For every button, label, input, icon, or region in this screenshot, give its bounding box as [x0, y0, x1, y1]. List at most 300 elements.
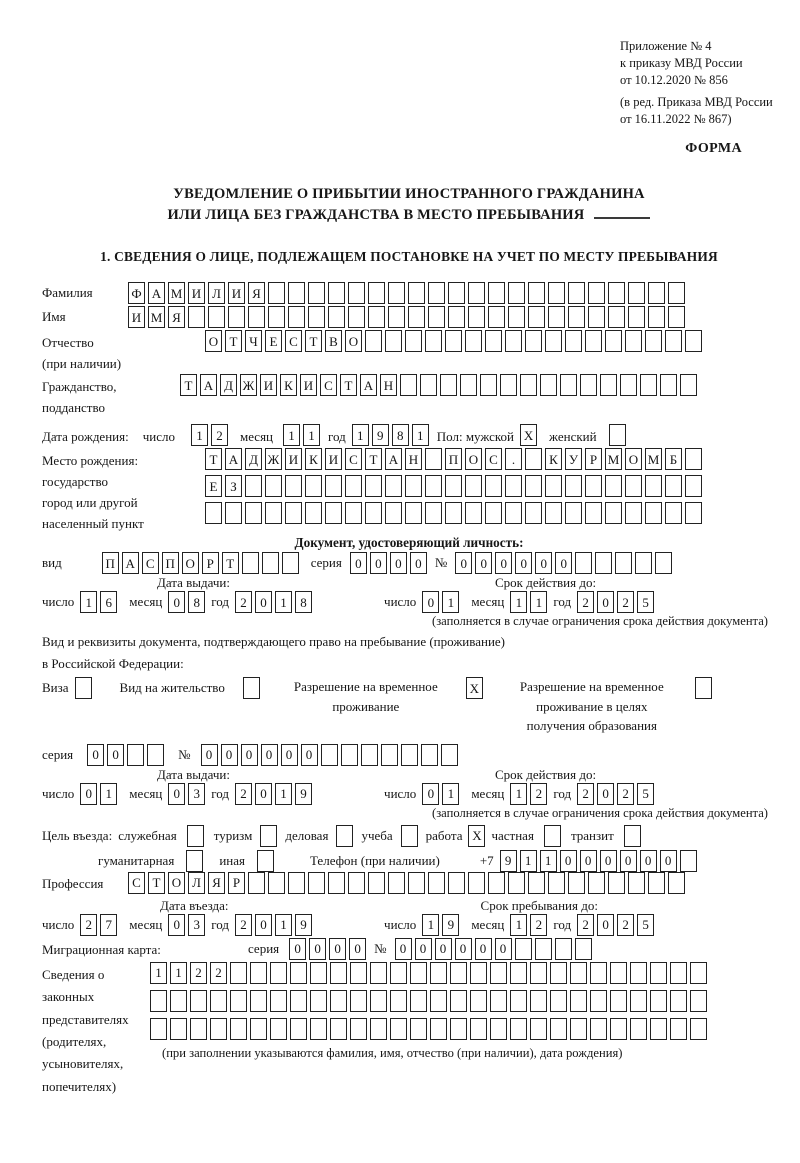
purpose-private-cell[interactable] — [544, 825, 561, 847]
char-cell[interactable] — [668, 872, 685, 894]
char-cell[interactable]: 0 — [395, 938, 412, 960]
char-cell[interactable] — [560, 374, 577, 396]
char-cell[interactable] — [440, 374, 457, 396]
char-cell[interactable] — [190, 1018, 207, 1040]
char-cell[interactable]: 9 — [500, 850, 517, 872]
char-cell[interactable] — [648, 306, 665, 328]
char-cell[interactable] — [625, 475, 642, 497]
char-cell[interactable] — [630, 962, 647, 984]
char-cell[interactable]: 0 — [410, 552, 427, 574]
char-cell[interactable] — [585, 475, 602, 497]
char-cell[interactable] — [530, 990, 547, 1012]
char-cell[interactable]: 2 — [617, 783, 634, 805]
char-cell[interactable]: 0 — [107, 744, 124, 766]
char-cell[interactable]: 2 — [577, 914, 594, 936]
char-cell[interactable] — [505, 502, 522, 524]
char-cell[interactable] — [690, 990, 707, 1012]
char-cell[interactable]: К — [280, 374, 297, 396]
char-cell[interactable] — [588, 306, 605, 328]
char-cell[interactable] — [385, 475, 402, 497]
char-cell[interactable] — [365, 330, 382, 352]
char-cell[interactable]: 1 — [150, 962, 167, 984]
char-cell[interactable] — [190, 990, 207, 1012]
char-cell[interactable] — [225, 502, 242, 524]
char-cell[interactable]: Т — [305, 330, 322, 352]
char-cell[interactable] — [565, 475, 582, 497]
char-cell[interactable] — [635, 552, 652, 574]
char-cell[interactable]: 1 — [510, 914, 527, 936]
char-cell[interactable] — [448, 872, 465, 894]
char-cell[interactable] — [208, 306, 225, 328]
char-cell[interactable] — [425, 448, 442, 470]
char-cell[interactable]: Р — [228, 872, 245, 894]
char-cell[interactable] — [685, 330, 702, 352]
char-cell[interactable]: 0 — [455, 938, 472, 960]
char-cell[interactable]: 0 — [80, 783, 97, 805]
char-cell[interactable] — [385, 330, 402, 352]
char-cell[interactable] — [270, 962, 287, 984]
char-cell[interactable]: Л — [208, 282, 225, 304]
char-cell[interactable] — [680, 374, 697, 396]
char-cell[interactable] — [268, 282, 285, 304]
visa-cell[interactable] — [75, 677, 92, 699]
char-cell[interactable] — [282, 552, 299, 574]
char-cell[interactable] — [430, 990, 447, 1012]
char-cell[interactable] — [428, 872, 445, 894]
char-cell[interactable]: К — [305, 448, 322, 470]
char-cell[interactable] — [525, 448, 542, 470]
char-cell[interactable] — [665, 502, 682, 524]
char-cell[interactable] — [465, 502, 482, 524]
char-cell[interactable]: 1 — [442, 591, 459, 613]
char-cell[interactable] — [388, 282, 405, 304]
char-cell[interactable]: 1 — [540, 850, 557, 872]
char-cell[interactable]: 0 — [255, 783, 272, 805]
char-cell[interactable] — [628, 306, 645, 328]
char-cell[interactable] — [485, 475, 502, 497]
char-cell[interactable]: 0 — [660, 850, 677, 872]
char-cell[interactable] — [490, 962, 507, 984]
char-cell[interactable]: 0 — [495, 938, 512, 960]
char-cell[interactable] — [548, 306, 565, 328]
char-cell[interactable]: 0 — [289, 938, 306, 960]
char-cell[interactable] — [230, 990, 247, 1012]
char-cell[interactable] — [330, 990, 347, 1012]
char-cell[interactable] — [528, 282, 545, 304]
char-cell[interactable]: 0 — [597, 914, 614, 936]
char-cell[interactable]: С — [142, 552, 159, 574]
char-cell[interactable] — [565, 502, 582, 524]
char-cell[interactable] — [390, 1018, 407, 1040]
char-cell[interactable] — [408, 306, 425, 328]
char-cell[interactable] — [645, 475, 662, 497]
char-cell[interactable] — [265, 502, 282, 524]
char-cell[interactable] — [570, 990, 587, 1012]
char-cell[interactable] — [428, 282, 445, 304]
char-cell[interactable]: 0 — [201, 744, 218, 766]
char-cell[interactable]: 0 — [600, 850, 617, 872]
char-cell[interactable]: А — [385, 448, 402, 470]
char-cell[interactable]: П — [162, 552, 179, 574]
char-cell[interactable] — [445, 502, 462, 524]
char-cell[interactable]: И — [128, 306, 145, 328]
char-cell[interactable] — [615, 552, 632, 574]
char-cell[interactable] — [548, 872, 565, 894]
char-cell[interactable]: 2 — [530, 783, 547, 805]
char-cell[interactable] — [388, 306, 405, 328]
char-cell[interactable] — [540, 374, 557, 396]
char-cell[interactable] — [470, 990, 487, 1012]
char-cell[interactable] — [350, 1018, 367, 1040]
char-cell[interactable] — [655, 552, 672, 574]
char-cell[interactable]: М — [168, 282, 185, 304]
char-cell[interactable] — [628, 872, 645, 894]
char-cell[interactable]: Е — [265, 330, 282, 352]
char-cell[interactable]: 0 — [87, 744, 104, 766]
char-cell[interactable] — [585, 502, 602, 524]
char-cell[interactable] — [270, 990, 287, 1012]
char-cell[interactable] — [350, 990, 367, 1012]
char-cell[interactable] — [508, 872, 525, 894]
char-cell[interactable]: 5 — [637, 591, 654, 613]
char-cell[interactable]: 0 — [349, 938, 366, 960]
char-cell[interactable] — [330, 1018, 347, 1040]
char-cell[interactable]: Р — [585, 448, 602, 470]
char-cell[interactable] — [468, 306, 485, 328]
char-cell[interactable] — [441, 744, 458, 766]
char-cell[interactable]: Д — [245, 448, 262, 470]
char-cell[interactable]: 3 — [188, 914, 205, 936]
char-cell[interactable]: 8 — [392, 424, 409, 446]
char-cell[interactable] — [648, 282, 665, 304]
char-cell[interactable] — [248, 872, 265, 894]
char-cell[interactable] — [525, 330, 542, 352]
char-cell[interactable]: М — [645, 448, 662, 470]
char-cell[interactable] — [205, 502, 222, 524]
char-cell[interactable] — [460, 374, 477, 396]
char-cell[interactable] — [608, 872, 625, 894]
char-cell[interactable] — [365, 475, 382, 497]
char-cell[interactable] — [410, 962, 427, 984]
char-cell[interactable] — [628, 282, 645, 304]
char-cell[interactable]: 0 — [495, 552, 512, 574]
char-cell[interactable]: 0 — [390, 552, 407, 574]
char-cell[interactable] — [660, 374, 677, 396]
char-cell[interactable] — [450, 962, 467, 984]
char-cell[interactable]: 0 — [620, 850, 637, 872]
char-cell[interactable]: . — [505, 448, 522, 470]
char-cell[interactable] — [428, 306, 445, 328]
char-cell[interactable] — [465, 475, 482, 497]
char-cell[interactable] — [310, 990, 327, 1012]
char-cell[interactable]: 2 — [617, 914, 634, 936]
char-cell[interactable]: К — [545, 448, 562, 470]
char-cell[interactable] — [368, 306, 385, 328]
char-cell[interactable] — [425, 330, 442, 352]
char-cell[interactable]: 0 — [422, 591, 439, 613]
char-cell[interactable]: С — [285, 330, 302, 352]
char-cell[interactable] — [630, 990, 647, 1012]
char-cell[interactable] — [365, 502, 382, 524]
char-cell[interactable] — [445, 475, 462, 497]
char-cell[interactable] — [230, 962, 247, 984]
char-cell[interactable]: П — [445, 448, 462, 470]
char-cell[interactable] — [670, 962, 687, 984]
char-cell[interactable]: А — [225, 448, 242, 470]
char-cell[interactable] — [448, 306, 465, 328]
char-cell[interactable] — [445, 330, 462, 352]
char-cell[interactable]: 0 — [168, 783, 185, 805]
char-cell[interactable] — [550, 1018, 567, 1040]
char-cell[interactable] — [528, 872, 545, 894]
char-cell[interactable]: А — [200, 374, 217, 396]
char-cell[interactable] — [488, 872, 505, 894]
char-cell[interactable] — [345, 475, 362, 497]
char-cell[interactable]: 0 — [261, 744, 278, 766]
char-cell[interactable] — [545, 330, 562, 352]
char-cell[interactable] — [242, 552, 259, 574]
char-cell[interactable]: 1 — [520, 850, 537, 872]
char-cell[interactable]: 1 — [275, 591, 292, 613]
char-cell[interactable] — [308, 306, 325, 328]
char-cell[interactable] — [680, 850, 697, 872]
char-cell[interactable]: 0 — [535, 552, 552, 574]
char-cell[interactable]: 0 — [168, 914, 185, 936]
char-cell[interactable] — [265, 475, 282, 497]
char-cell[interactable]: О — [168, 872, 185, 894]
char-cell[interactable] — [610, 990, 627, 1012]
char-cell[interactable]: Т — [148, 872, 165, 894]
char-cell[interactable] — [488, 306, 505, 328]
char-cell[interactable] — [381, 744, 398, 766]
char-cell[interactable]: 1 — [412, 424, 429, 446]
char-cell[interactable]: 0 — [435, 938, 452, 960]
char-cell[interactable]: 1 — [510, 591, 527, 613]
char-cell[interactable] — [505, 475, 522, 497]
char-cell[interactable] — [345, 502, 362, 524]
char-cell[interactable]: М — [605, 448, 622, 470]
purpose-work-cell[interactable]: X — [468, 825, 485, 847]
char-cell[interactable] — [285, 475, 302, 497]
char-cell[interactable]: Ф — [128, 282, 145, 304]
char-cell[interactable]: 1 — [191, 424, 208, 446]
char-cell[interactable] — [330, 962, 347, 984]
char-cell[interactable]: 0 — [301, 744, 318, 766]
char-cell[interactable] — [565, 330, 582, 352]
char-cell[interactable] — [545, 502, 562, 524]
char-cell[interactable] — [508, 306, 525, 328]
char-cell[interactable]: 0 — [350, 552, 367, 574]
char-cell[interactable]: И — [285, 448, 302, 470]
char-cell[interactable] — [308, 282, 325, 304]
char-cell[interactable]: А — [148, 282, 165, 304]
char-cell[interactable] — [228, 306, 245, 328]
char-cell[interactable]: Е — [205, 475, 222, 497]
char-cell[interactable]: М — [148, 306, 165, 328]
char-cell[interactable] — [608, 306, 625, 328]
char-cell[interactable] — [625, 330, 642, 352]
char-cell[interactable] — [270, 1018, 287, 1040]
char-cell[interactable] — [490, 990, 507, 1012]
char-cell[interactable]: 2 — [190, 962, 207, 984]
char-cell[interactable] — [508, 282, 525, 304]
char-cell[interactable] — [290, 990, 307, 1012]
char-cell[interactable] — [290, 962, 307, 984]
char-cell[interactable] — [370, 990, 387, 1012]
char-cell[interactable] — [285, 502, 302, 524]
char-cell[interactable] — [648, 872, 665, 894]
char-cell[interactable]: 5 — [637, 783, 654, 805]
char-cell[interactable]: О — [465, 448, 482, 470]
char-cell[interactable] — [268, 306, 285, 328]
char-cell[interactable] — [310, 1018, 327, 1040]
char-cell[interactable] — [668, 306, 685, 328]
char-cell[interactable]: 7 — [100, 914, 117, 936]
char-cell[interactable] — [605, 330, 622, 352]
char-cell[interactable]: 6 — [100, 591, 117, 613]
char-cell[interactable] — [665, 475, 682, 497]
char-cell[interactable] — [390, 962, 407, 984]
char-cell[interactable] — [321, 744, 338, 766]
char-cell[interactable] — [545, 475, 562, 497]
char-cell[interactable] — [535, 938, 552, 960]
char-cell[interactable] — [350, 962, 367, 984]
char-cell[interactable] — [588, 282, 605, 304]
char-cell[interactable] — [485, 502, 502, 524]
char-cell[interactable] — [555, 938, 572, 960]
char-cell[interactable] — [245, 502, 262, 524]
char-cell[interactable]: Ч — [245, 330, 262, 352]
char-cell[interactable]: О — [182, 552, 199, 574]
char-cell[interactable]: 1 — [422, 914, 439, 936]
char-cell[interactable]: И — [325, 448, 342, 470]
char-cell[interactable]: 2 — [211, 424, 228, 446]
char-cell[interactable] — [685, 448, 702, 470]
char-cell[interactable] — [420, 374, 437, 396]
char-cell[interactable] — [370, 962, 387, 984]
char-cell[interactable]: 2 — [235, 591, 252, 613]
char-cell[interactable] — [210, 1018, 227, 1040]
char-cell[interactable] — [248, 306, 265, 328]
char-cell[interactable] — [230, 1018, 247, 1040]
char-cell[interactable] — [585, 330, 602, 352]
char-cell[interactable]: Ж — [265, 448, 282, 470]
char-cell[interactable]: 2 — [235, 783, 252, 805]
char-cell[interactable] — [580, 374, 597, 396]
char-cell[interactable]: Т — [340, 374, 357, 396]
char-cell[interactable] — [150, 990, 167, 1012]
char-cell[interactable] — [610, 1018, 627, 1040]
char-cell[interactable] — [370, 1018, 387, 1040]
char-cell[interactable] — [520, 374, 537, 396]
char-cell[interactable] — [361, 744, 378, 766]
char-cell[interactable] — [480, 374, 497, 396]
purpose-study-cell[interactable] — [401, 825, 418, 847]
char-cell[interactable]: 1 — [510, 783, 527, 805]
char-cell[interactable]: 0 — [415, 938, 432, 960]
sex-female-cell[interactable] — [609, 424, 626, 446]
char-cell[interactable] — [388, 872, 405, 894]
char-cell[interactable]: 0 — [168, 591, 185, 613]
char-cell[interactable] — [645, 502, 662, 524]
char-cell[interactable] — [510, 990, 527, 1012]
char-cell[interactable] — [450, 990, 467, 1012]
char-cell[interactable]: 8 — [188, 591, 205, 613]
char-cell[interactable]: С — [320, 374, 337, 396]
char-cell[interactable] — [290, 1018, 307, 1040]
char-cell[interactable] — [650, 990, 667, 1012]
char-cell[interactable]: 0 — [255, 591, 272, 613]
char-cell[interactable] — [210, 990, 227, 1012]
char-cell[interactable]: Д — [220, 374, 237, 396]
char-cell[interactable]: 0 — [370, 552, 387, 574]
char-cell[interactable] — [328, 282, 345, 304]
char-cell[interactable] — [548, 282, 565, 304]
char-cell[interactable]: 9 — [372, 424, 389, 446]
char-cell[interactable] — [575, 938, 592, 960]
char-cell[interactable]: О — [625, 448, 642, 470]
char-cell[interactable]: 1 — [442, 783, 459, 805]
char-cell[interactable]: У — [565, 448, 582, 470]
char-cell[interactable]: Н — [405, 448, 422, 470]
char-cell[interactable]: 8 — [295, 591, 312, 613]
char-cell[interactable] — [665, 330, 682, 352]
char-cell[interactable] — [188, 306, 205, 328]
char-cell[interactable] — [595, 552, 612, 574]
char-cell[interactable]: 2 — [617, 591, 634, 613]
purpose-business-cell[interactable] — [336, 825, 353, 847]
char-cell[interactable] — [625, 502, 642, 524]
char-cell[interactable] — [525, 502, 542, 524]
char-cell[interactable] — [525, 475, 542, 497]
char-cell[interactable]: А — [360, 374, 377, 396]
char-cell[interactable] — [568, 282, 585, 304]
char-cell[interactable] — [410, 990, 427, 1012]
char-cell[interactable] — [288, 282, 305, 304]
char-cell[interactable]: Т — [225, 330, 242, 352]
char-cell[interactable] — [410, 1018, 427, 1040]
char-cell[interactable]: Ж — [240, 374, 257, 396]
char-cell[interactable] — [515, 938, 532, 960]
char-cell[interactable] — [288, 872, 305, 894]
char-cell[interactable]: 0 — [281, 744, 298, 766]
char-cell[interactable] — [390, 990, 407, 1012]
char-cell[interactable] — [650, 962, 667, 984]
char-cell[interactable]: 9 — [295, 914, 312, 936]
char-cell[interactable]: З — [225, 475, 242, 497]
char-cell[interactable] — [690, 962, 707, 984]
char-cell[interactable] — [408, 282, 425, 304]
char-cell[interactable] — [127, 744, 144, 766]
char-cell[interactable]: И — [228, 282, 245, 304]
char-cell[interactable] — [690, 1018, 707, 1040]
char-cell[interactable] — [250, 990, 267, 1012]
char-cell[interactable]: 0 — [241, 744, 258, 766]
char-cell[interactable] — [385, 502, 402, 524]
char-cell[interactable] — [448, 282, 465, 304]
char-cell[interactable]: Т — [205, 448, 222, 470]
char-cell[interactable] — [250, 962, 267, 984]
char-cell[interactable]: 0 — [422, 783, 439, 805]
char-cell[interactable] — [400, 374, 417, 396]
char-cell[interactable] — [470, 1018, 487, 1040]
char-cell[interactable]: Я — [248, 282, 265, 304]
purpose-other-cell[interactable] — [257, 850, 274, 872]
char-cell[interactable] — [568, 872, 585, 894]
char-cell[interactable]: 0 — [255, 914, 272, 936]
purpose-transit-cell[interactable] — [624, 825, 641, 847]
char-cell[interactable] — [348, 306, 365, 328]
